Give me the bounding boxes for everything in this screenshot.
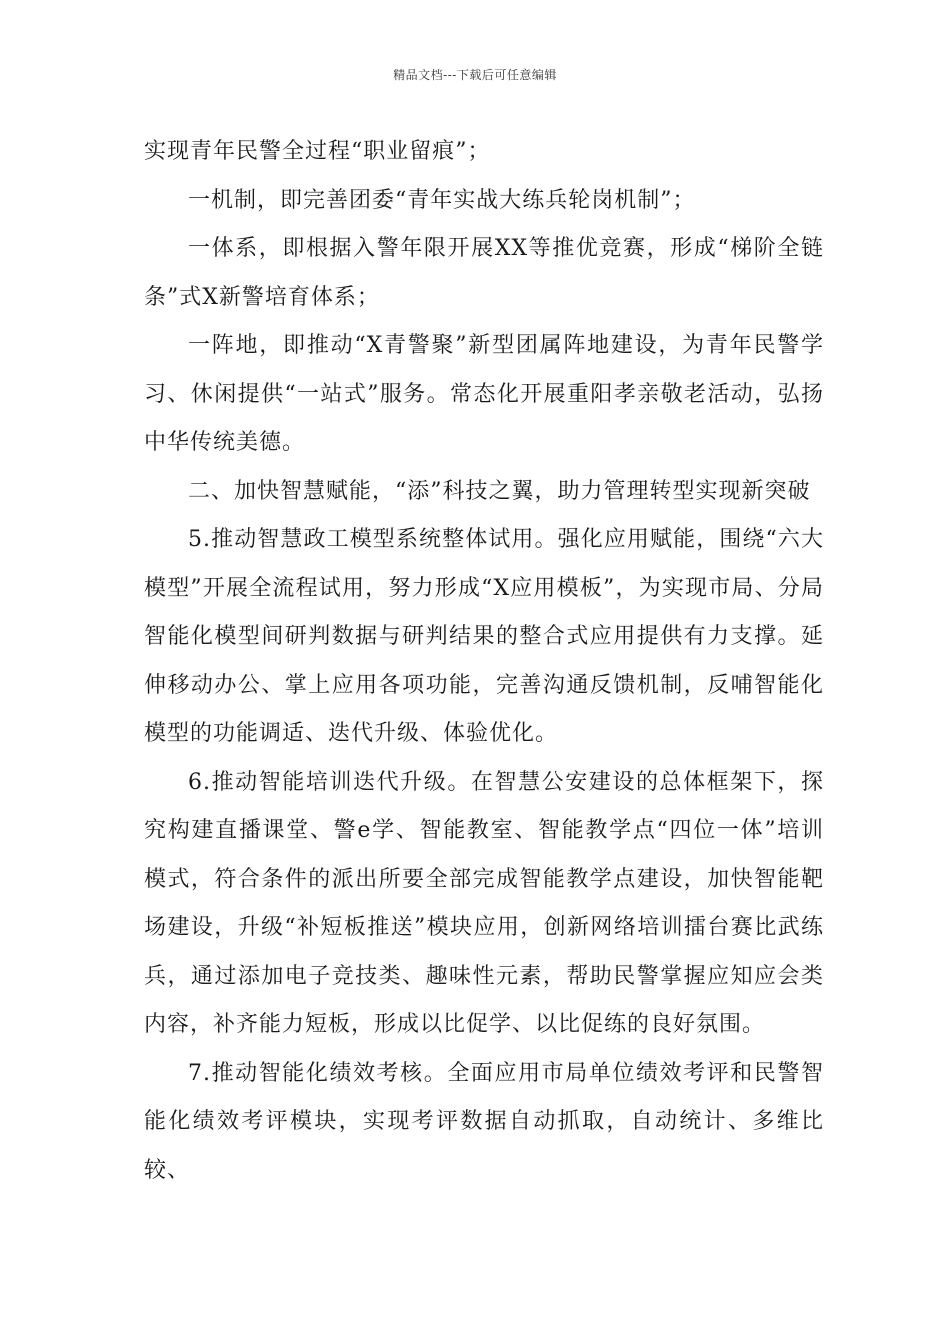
paragraph: 6.推动智能培训迭代升级。在智慧公安建设的总体框架下，探究构建直播课堂、警e学、智能教室、智能教学点“四位一体”培训模式，符合条件的派出所要全部完成智能教学点建设，加快智能靶场建设，升级“补短板推送”模块应用，创新网络培训擂台赛比武练兵，通过添加电子竞技类、趣味性元素，帮助民警掌握应知应会类内容，补齐能力短板，形成以比促学、以比促练的良好氛围。 — [144, 769, 824, 1037]
paragraph: 一体系，即根据入警年限开展XX等推优竞赛，形成“梯阶全链条”式X新警培育体系； — [144, 236, 824, 310]
document-body — [144, 128, 824, 1195]
paragraph: 实现青年民警全过程“职业留痕”； — [144, 139, 491, 164]
paragraph: 7.推动智能化绩效考核。全面应用市局单位绩效考评和民警智能化绩效考评模块，实现考评数据自动抓取，自动统计、多维比较、 — [144, 1060, 824, 1183]
page-header: 精品文档---下载后可任意编辑 — [393, 68, 557, 82]
paragraph: 一机制，即完善团委“青年实战大练兵轮岗机制”； — [188, 187, 696, 213]
section-heading: 二、加快智慧赋能，“添”科技之翼，助力管理转型实现新突破 — [188, 478, 811, 504]
paragraph: 一阵地，即推动“X青警聚”新型团属阵地建设，为青年民警学习、休闲提供“一站式”服务。常态化开展重阳孝亲敬老活动，弘扬中华传统美德。 — [144, 333, 824, 455]
paragraph: 5.推动智慧政工模型系统整体试用。强化应用赋能，围绕“六大模型”开展全流程试用，努力形成“X应用模板”，为实现市局、分局智能化模型间研判数据与研判结果的整合式应用提供有力支撑。延伸移动办公、掌上应用各项功能，完善沟通反馈机制，反哺智能化模型的功能调适、迭代升级、体验优化。 — [144, 527, 824, 746]
